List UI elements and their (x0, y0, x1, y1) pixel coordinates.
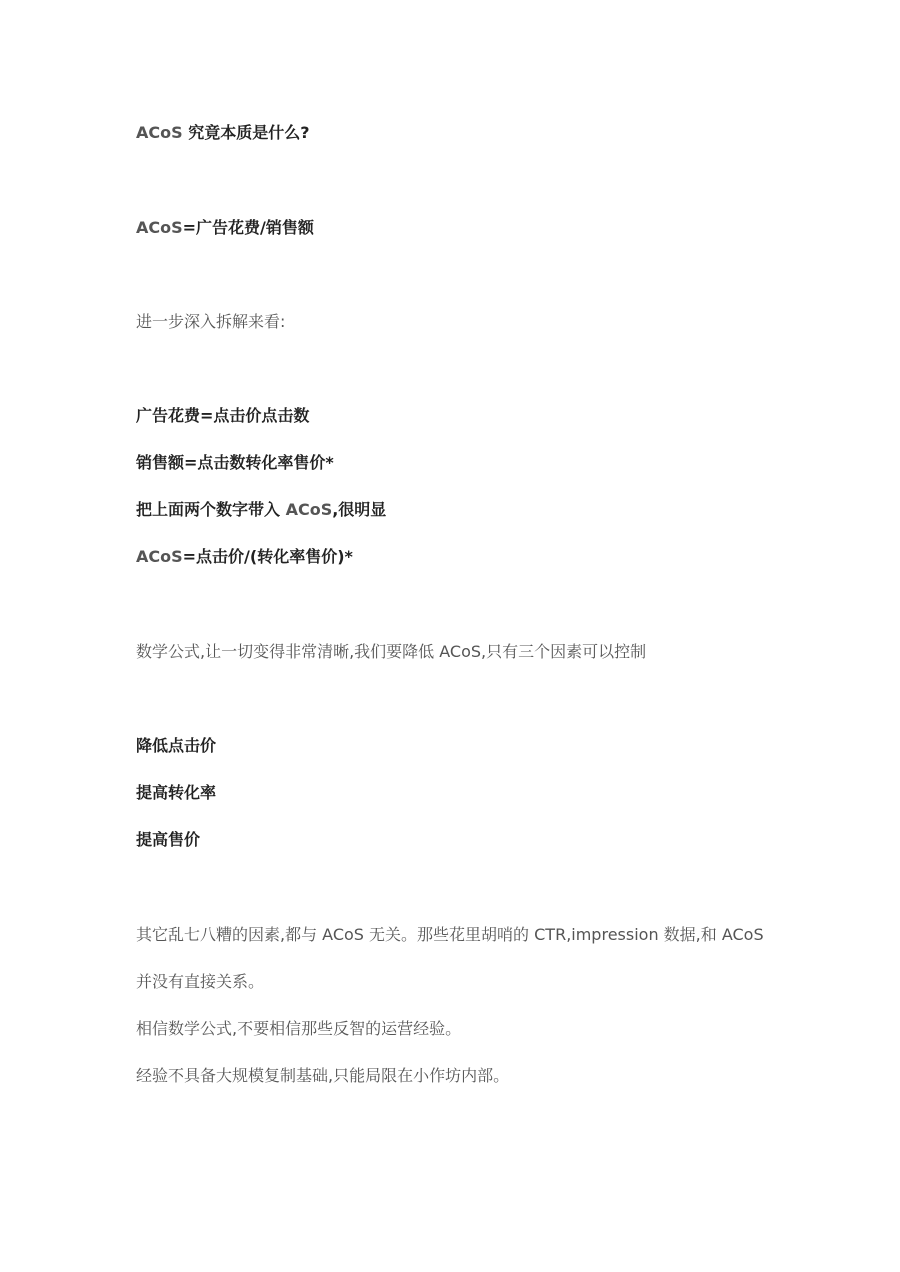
formula-result (136, 547, 353, 567)
formula-result-label: ACoS (136, 547, 183, 566)
heading-question (136, 123, 310, 143)
conclusion-text: 经验不具备大规模复制基础,只能局限在小作坊内部。 (136, 1066, 510, 1085)
substitute-acos: ACoS (285, 500, 333, 519)
statement-text: 数学公式,让一切变得非常清晰,我们要降低 ACoS,只有三个因素可以控制 (136, 642, 647, 661)
substitute-conclusion: ,很明显 (332, 500, 387, 519)
other-factors-continuation: 并没有直接关系。 (136, 972, 265, 991)
heading-acos: ACoS (136, 123, 183, 142)
formula-acos-label: ACoS (136, 218, 183, 237)
other-factors-text: 其它乱七八糟的因素,都与 ACoS 无关。那些花里胡哨的 CTR,impression 数据,和 ACoS (136, 925, 764, 944)
factor-item: 提高售价 (136, 830, 201, 849)
advice-text: 相信数学公式,不要相信那些反智的运营经验。 (136, 1019, 462, 1038)
formula-sales: 销售额=点击数转化率售价* (136, 453, 334, 472)
substitute-line (136, 500, 386, 520)
formula-acos (136, 218, 314, 238)
factor-item: 降低点击价 (136, 736, 217, 755)
intro-text: 进一步深入拆解来看: (136, 312, 286, 331)
formula-ad-spend: 广告花费=点击价点击数 (136, 406, 310, 425)
formula-acos-definition: =广告花费/销售额 (182, 218, 314, 237)
formula-result-definition: =点击价/(转化率售价)* (182, 547, 353, 566)
heading-text: 究竟本质是什么? (182, 123, 310, 142)
factor-item: 提高转化率 (136, 783, 217, 802)
substitute-text: 把上面两个数字带入 (136, 500, 286, 519)
